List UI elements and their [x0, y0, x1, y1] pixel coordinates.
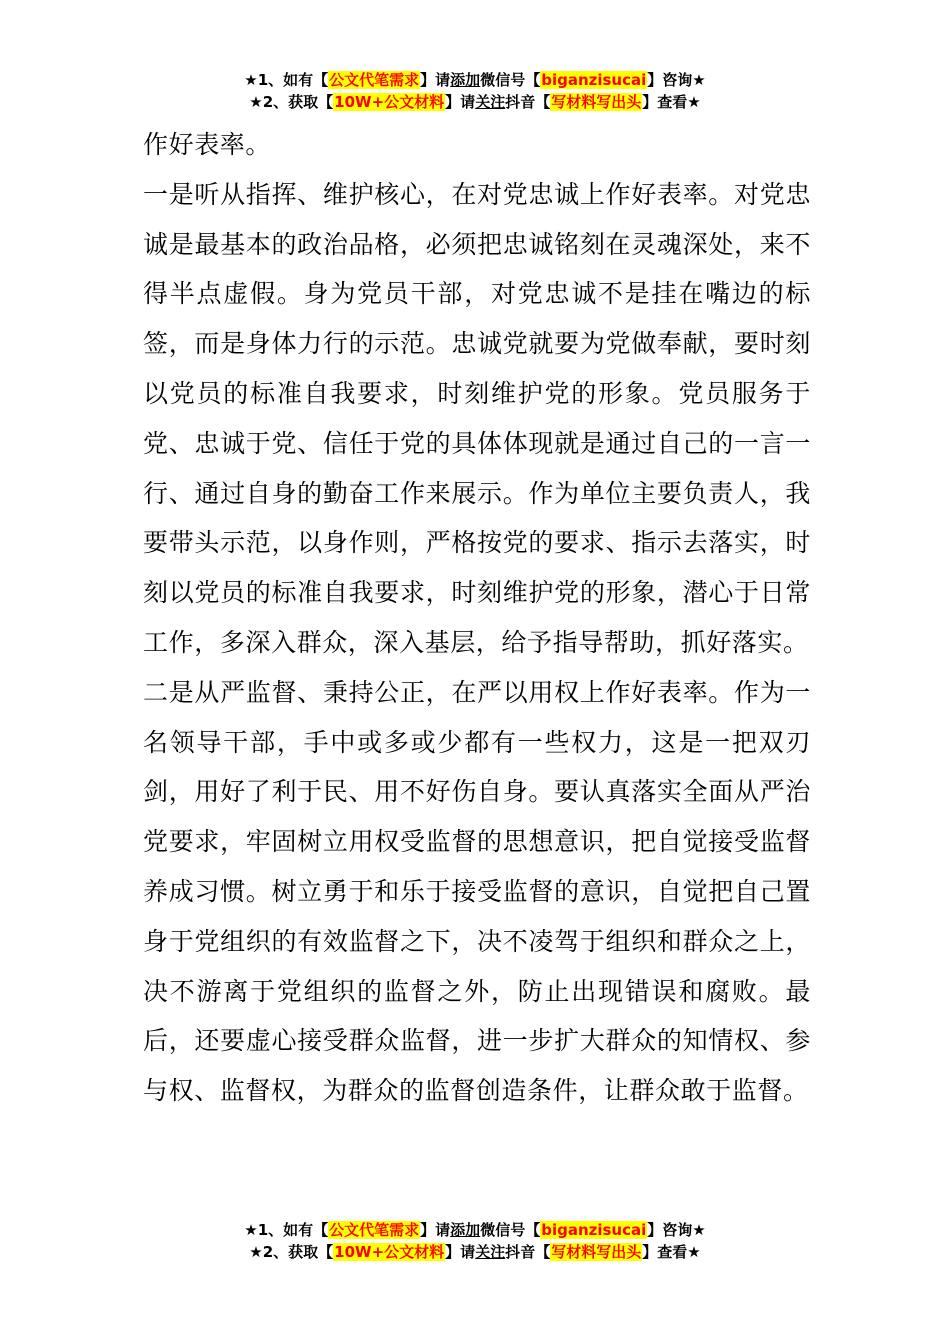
paragraph-loyalty: 一是听从指挥、维护核心，在对党忠诚上作好表率。对党忠诚是最基本的政治品格，必须把忠诚铭刻在灵魂深处，来不得半点虚假。身为党员干部，对党忠诚不是挂在嘴边的标签，而是身体力行的示范。忠诚党就要为党做奉献，要时刻以党员的标准自我要求，时刻维护党的形象。党员服务于党、忠诚于党、信任于党的具体体现就是通过自己的一言一行、通过自身的勤奋工作来展示。作为单位主要负责人，我要带头示范，以身作则，严格按党的要求、指示去落实，时刻以党员的标准自我要求，时刻维护党的形象，潜心于日常工作，多深入群众，深入基层，给予指导帮助，抓好落实。	[143, 179, 811, 657]
banner-text: 】查看	[642, 1243, 688, 1261]
banner-text: 】请	[445, 93, 476, 111]
highlight-wechat-id: biganzisucai	[541, 1221, 647, 1239]
banner-text: 抖音【	[505, 93, 551, 111]
highlight-douyin: 写材料写出头	[551, 93, 642, 111]
star-icon: ★	[249, 93, 263, 111]
banner-line-1	[0, 69, 950, 91]
banner-text: 】咨询	[647, 71, 693, 89]
banner-text: 】查看	[642, 93, 688, 111]
banner-text: 】请	[420, 1221, 451, 1239]
header-banner	[0, 69, 950, 113]
banner-text: 】咨询	[647, 1221, 693, 1239]
highlight-materials: 10W+公文材料	[334, 1243, 445, 1261]
banner-text: 抖音【	[505, 1243, 551, 1261]
star-icon: ★	[692, 71, 706, 89]
footer-banner	[0, 1219, 950, 1263]
star-icon: ★	[692, 1221, 706, 1239]
underlined-word: 添加	[450, 1221, 481, 1239]
banner-text: 2、获取【	[262, 93, 334, 111]
star-icon: ★	[244, 71, 258, 89]
banner-text: 】请	[420, 71, 451, 89]
banner-text: 1、如有【	[257, 1221, 329, 1239]
star-icon: ★	[687, 1243, 701, 1261]
banner-line-2	[0, 91, 950, 113]
underlined-word: 添加	[450, 71, 481, 89]
banner-text: 微信号【	[480, 1221, 541, 1239]
banner-text: 】请	[445, 1243, 476, 1261]
underlined-word: 关注	[475, 93, 506, 111]
star-icon: ★	[687, 93, 701, 111]
underlined-word: 关注	[475, 1243, 506, 1261]
highlight-service: 公文代笔需求	[329, 1221, 420, 1239]
highlight-wechat-id: biganzisucai	[541, 71, 647, 89]
star-icon: ★	[249, 1243, 263, 1261]
highlight-service: 公文代笔需求	[329, 71, 420, 89]
highlight-douyin: 写材料写出头	[551, 1243, 642, 1261]
banner-line-2	[0, 1241, 950, 1263]
star-icon: ★	[244, 1221, 258, 1239]
paragraph-intro: 作好表率。	[143, 130, 272, 159]
banner-text: 2、获取【	[262, 1243, 334, 1261]
banner-text: 1、如有【	[257, 71, 329, 89]
paragraph-supervision: 二是从严监督、秉持公正，在严以用权上作好表率。作为一名领导干部，手中或多或少都有一些权力，这是一把双刃剑，用好了利于民、用不好伤自身。要认真落实全面从严治党要求，牢固树立用权受监督的思想意识，把自觉接受监督养成习惯。树立勇于和乐于接受监督的意识，自觉把自己置身于党组织的有效监督之下，决不凌驾于组织和群众之上，决不游离于党组织的监督之外，防止出现错误和腐败。最后，还要虚心接受群众监督，进一步扩大群众的知情权、参与权、监督权，为群众的监督创造条件，让群众敢于监督。	[143, 677, 811, 1106]
document-body	[143, 120, 811, 1116]
highlight-materials: 10W+公文材料	[334, 93, 445, 111]
banner-line-1	[0, 1219, 950, 1241]
banner-text: 微信号【	[480, 71, 541, 89]
